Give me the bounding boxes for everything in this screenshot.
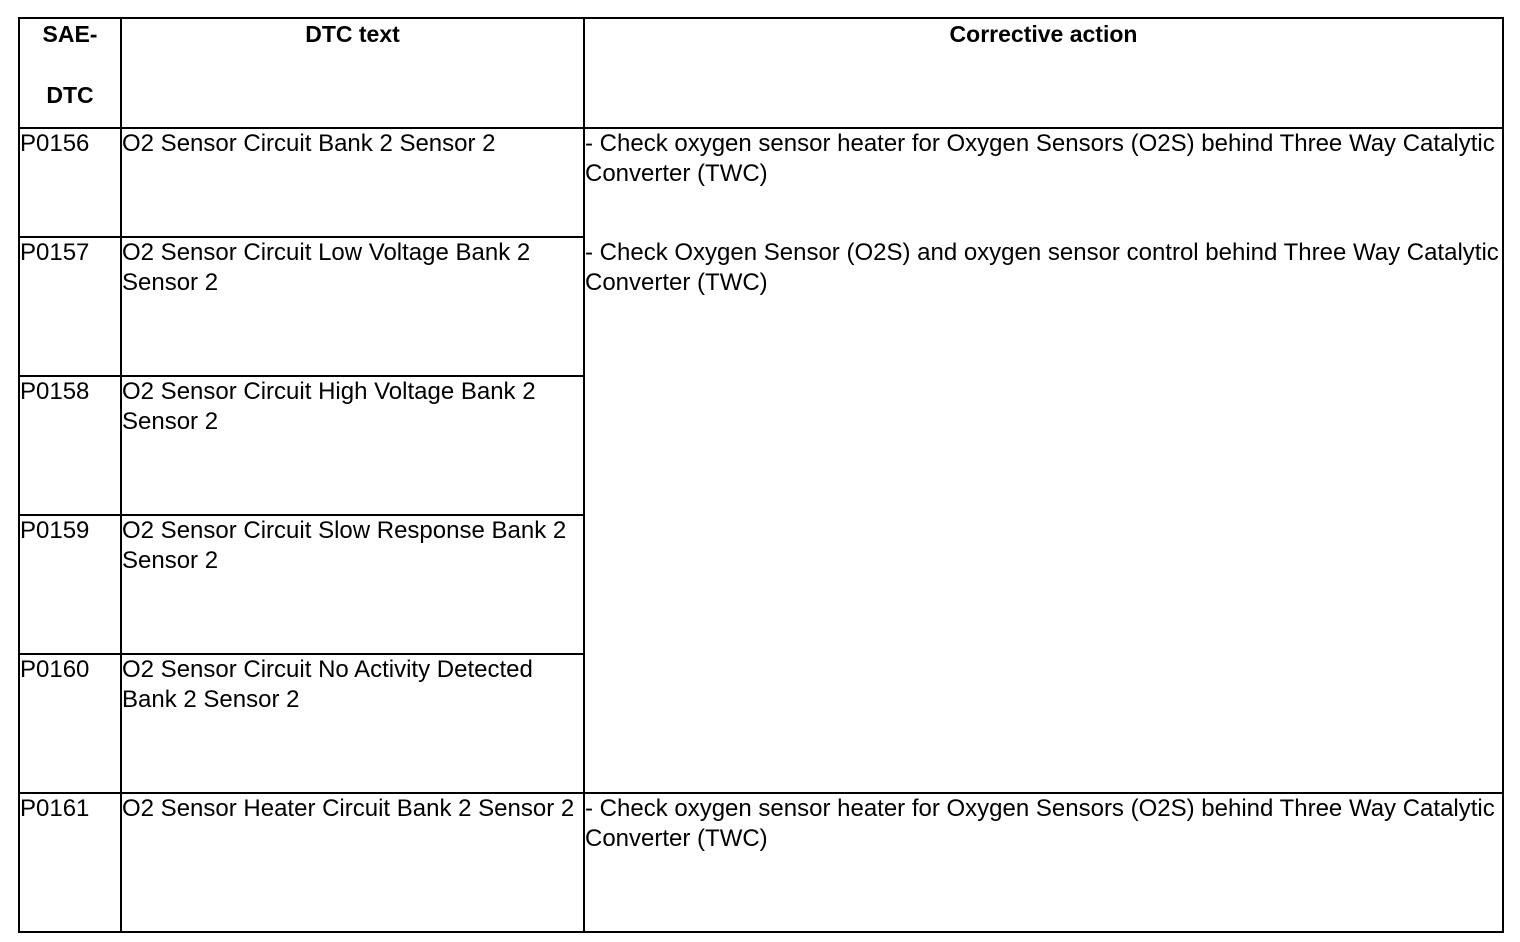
dtc-code-cell: P0159 [19,515,121,654]
dtc-code-cell: P0157 [19,237,121,376]
header-corrective-action: Corrective action [584,18,1503,128]
header-sae-dtc [19,18,121,128]
table-header-row [19,18,1503,128]
dtc-text-cell: O2 Sensor Circuit Low Voltage Bank 2 Sensor 2 [121,237,584,376]
dtc-code-cell: P0156 [19,128,121,237]
header-sae-dtc-line1: SAE- [42,21,98,47]
corrective-action-line: - Check Oxygen Sensor (O2S) and oxygen sensor control behind Three Way Catalytic Converter (TWC) [585,239,1499,296]
dtc-text-cell: O2 Sensor Heater Circuit Bank 2 Sensor 2 [121,793,584,932]
dtc-text-cell: O2 Sensor Circuit Slow Response Bank 2 Sensor 2 [121,515,584,654]
dtc-table [18,17,1504,933]
corrective-action-cell [584,128,1503,793]
dtc-text-cell: O2 Sensor Circuit Bank 2 Sensor 2 [121,128,584,237]
table-row [19,793,1503,932]
corrective-action-line: - Check oxygen sensor heater for Oxygen Sensors (O2S) behind Three Way Catalytic Converter (TWC) [585,130,1495,187]
dtc-text-cell: O2 Sensor Circuit No Activity Detected Bank 2 Sensor 2 [121,654,584,793]
header-dtc-text: DTC text [121,18,584,128]
table-row [19,128,1503,237]
dtc-code-cell: P0160 [19,654,121,793]
corrective-action-cell [584,793,1503,932]
dtc-code-cell: P0161 [19,793,121,932]
header-sae-dtc-line2: DTC [46,82,94,108]
corrective-action-line: - Check oxygen sensor heater for Oxygen Sensors (O2S) behind Three Way Catalytic Converter (TWC) [585,795,1495,852]
dtc-text-cell: O2 Sensor Circuit High Voltage Bank 2 Sensor 2 [121,376,584,515]
dtc-code-cell: P0158 [19,376,121,515]
